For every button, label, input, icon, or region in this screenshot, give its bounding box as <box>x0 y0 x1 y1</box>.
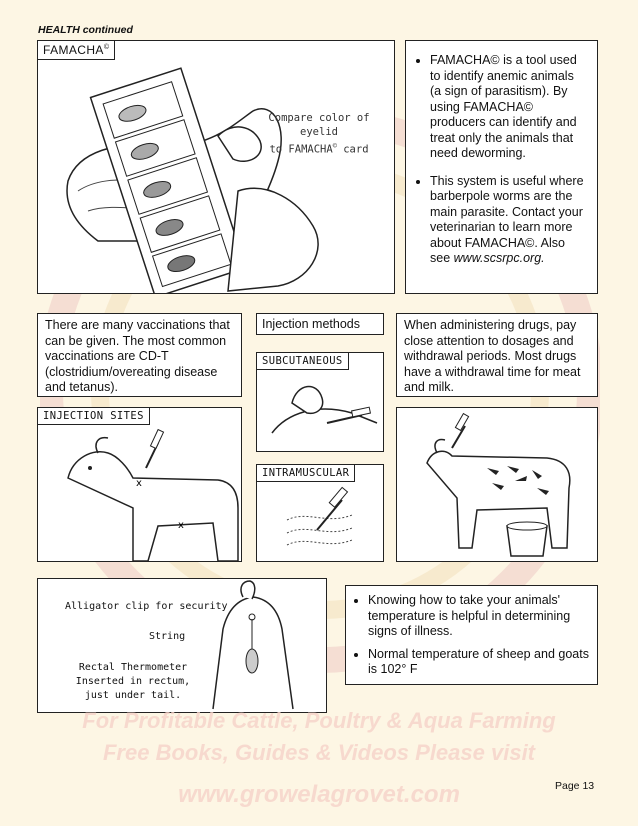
famacha-illustration-panel <box>37 40 395 294</box>
famacha-caption: Compare color of eyelid to FAMACHA© card <box>268 112 370 156</box>
intramuscular-illustration <box>257 465 383 561</box>
temperature-info-box <box>345 585 598 685</box>
svg-text:x: x <box>178 520 184 531</box>
injection-methods-title: Injection methods <box>256 313 384 335</box>
goat-milk-illustration <box>397 408 597 561</box>
rectal-thermometer-label: Rectal Thermometer Inserted in rectum, just under tail. <box>75 662 191 701</box>
subcutaneous-illustration <box>257 353 383 451</box>
drugs-info-box: When administering drugs, pay close attention to dosages and withdrawal periods. Most drugs have a withdrawal time for meat and milk. <box>396 313 598 397</box>
famacha-info-box <box>405 40 598 294</box>
page-number: Page 13 <box>555 780 595 792</box>
subcutaneous-panel <box>256 352 384 452</box>
goat-injection-sites-illustration <box>38 408 241 561</box>
famacha-bullet-1: • FAMACHA© is a tool used to identify anemic animals (a sign of parasitism). By using FAMACHA© producers can identify and treat only the animals that need deworming. <box>430 53 587 162</box>
intramuscular-panel <box>256 464 384 562</box>
watermark-line-1: For Profitable Cattle, Poultry & Aqua Farming <box>82 708 556 733</box>
watermark-line-2: Free Books, Guides & Videos Please visit <box>102 740 536 765</box>
intramuscular-tag: INTRAMUSCULAR <box>256 464 355 482</box>
section-header: HEALTH continued <box>38 24 133 36</box>
thermometer-panel <box>37 578 327 713</box>
goat-eyelid-illustration <box>38 41 393 293</box>
alligator-clip-label: Alligator clip for security <box>65 601 228 612</box>
famacha-tag: FAMACHA© <box>37 40 115 60</box>
scsrpc-link[interactable]: www.scsrpc.org. <box>453 251 545 265</box>
injection-sites-panel <box>37 407 242 562</box>
temperature-bullet-1: • Knowing how to take your animals' temperature is helpful in determining signs of illness. <box>368 593 589 640</box>
drug-administration-panel <box>396 407 598 562</box>
watermark-url[interactable]: www.growelagrovet.com <box>178 781 460 808</box>
svg-text:x: x <box>136 478 142 489</box>
vaccinations-box: There are many vaccinations that can be given. The most common vaccinations are CD-T (clostridium/overeating disease and tetanus). <box>37 313 242 397</box>
famacha-bullet-2: • This system is useful where barberpole worms are the main parasite. Contact your veterinarian to learn more about FAMACHA©. Also see www.scsrpc.org. <box>430 174 587 267</box>
string-label: String <box>149 631 186 642</box>
temperature-bullet-2: • Normal temperature of sheep and goats is 102° F <box>368 647 589 678</box>
injection-sites-tag: INJECTION SITES <box>37 407 150 425</box>
subcutaneous-tag: SUBCUTANEOUS <box>256 352 349 370</box>
